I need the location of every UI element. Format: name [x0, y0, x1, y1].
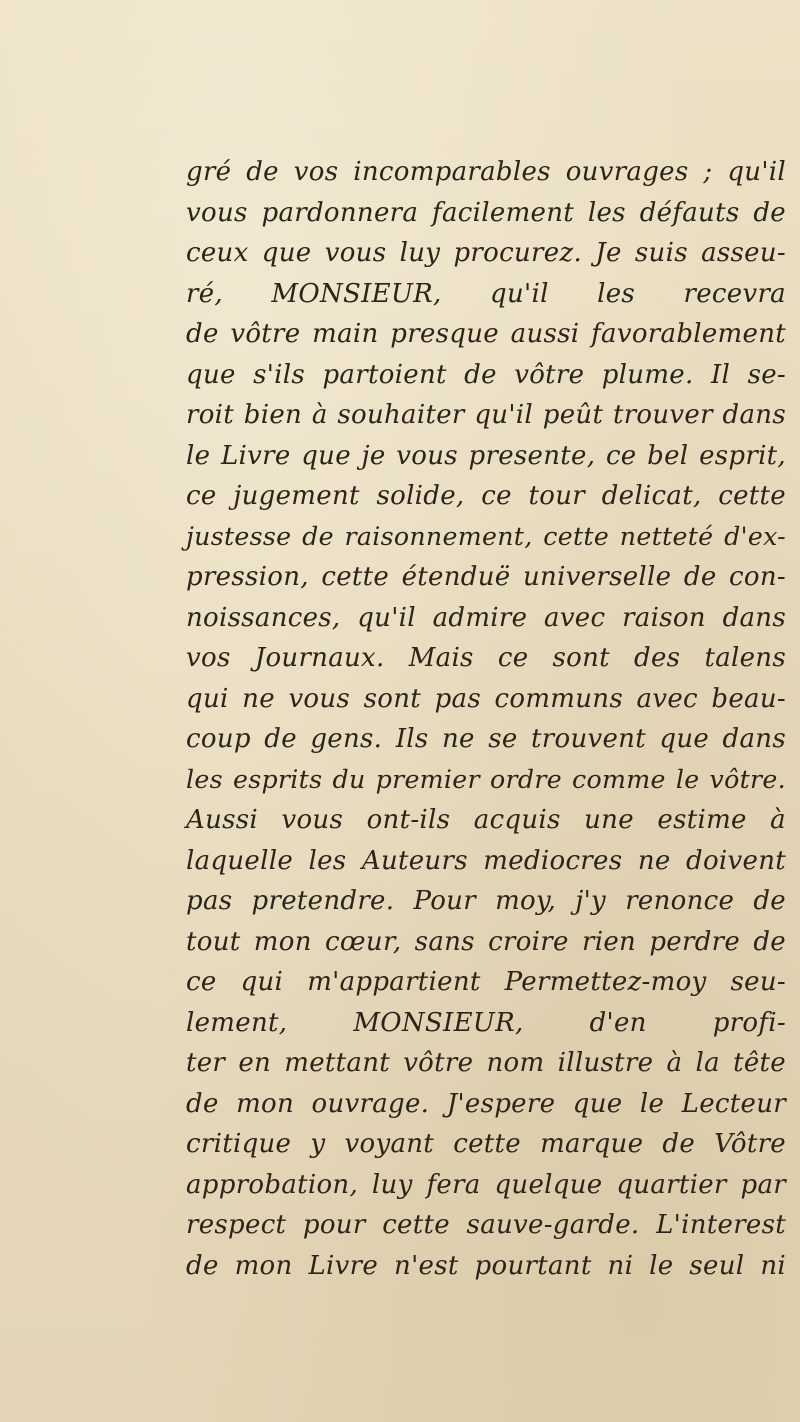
text-line: vous pardonnera facilement les défauts de	[186, 197, 786, 228]
text-line: qui ne vous sont pas communs avec beau-	[186, 683, 786, 714]
text-line: gré de vos incomparables ouvrages ; qu'il	[186, 157, 786, 187]
text-line: ré, MONSIEUR, qu'il les recevra	[186, 278, 786, 309]
text-line: le Livre que je vous presente, ce bel esprit,	[186, 440, 786, 471]
text-line: de mon ouvrage. J'espere que le Lecteur	[186, 1088, 786, 1119]
text-line: pression, cette étenduë universelle de con-	[186, 562, 786, 592]
text-line: ce jugement solide, ce tour delicat, cette	[186, 481, 786, 511]
text-line: tout mon cœur, sans croire rien perdre de	[186, 926, 786, 957]
page-text	[186, 152, 786, 1286]
text-line: ceux que vous luy procurez. Je suis asseu-	[186, 238, 786, 268]
text-line: de vôtre main presque aussi favorablement	[186, 319, 786, 349]
text-line: ce qui m'appartient Permettez-moy seu-	[186, 967, 786, 997]
text-line: roit bien à souhaiter qu'il peût trouver dans	[186, 400, 786, 430]
text-line: pas pretendre. Pour moy, j'y renonce de	[186, 886, 786, 916]
text-line: noissances, qu'il admire avec raison dans	[186, 602, 786, 633]
text-line: les esprits du premier ordre comme le vôtre.	[186, 764, 786, 794]
text-line: respect pour cette sauve-garde. L'interest	[186, 1210, 786, 1240]
text-line: Aussi vous ont-ils acquis une estime à	[186, 805, 786, 835]
text-line: de mon Livre n'est pourtant ni le seul ni	[186, 1250, 786, 1281]
text-line: justesse de raisonnement, cette netteté d'ex-	[186, 521, 786, 551]
text-line: ter en mettant vôtre nom illustre à la tête	[186, 1048, 786, 1078]
text-line: lement, MONSIEUR, d'en profi-	[186, 1007, 786, 1038]
text-line: que s'ils partoient de vôtre plume. Il se-	[186, 359, 786, 390]
text-line: vos Journaux. Mais ce sont des talens	[186, 643, 786, 673]
text-line: approbation, luy fera quelque quartier par	[186, 1169, 786, 1200]
text-line: laquelle les Auteurs mediocres ne doivent	[186, 845, 786, 876]
text-line: coup de gens. Ils ne se trouvent que dans	[186, 724, 786, 754]
text-line: critique y voyant cette marque de Vôtre	[186, 1129, 786, 1159]
